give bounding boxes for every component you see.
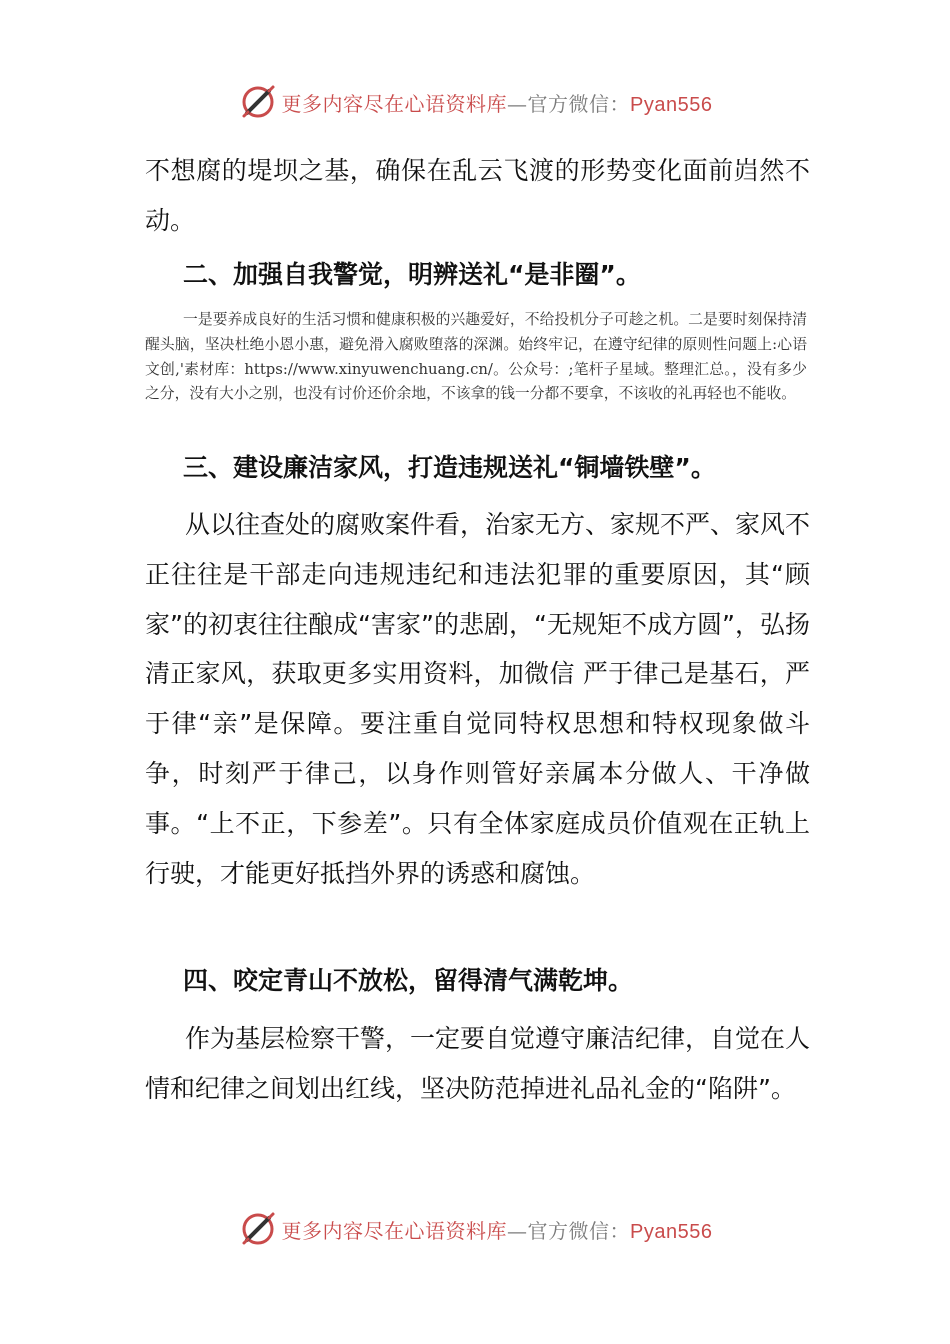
pen-circle-logo-icon bbox=[238, 1209, 278, 1249]
watermark-label: —官方微信： bbox=[507, 91, 631, 116]
header-watermark bbox=[0, 80, 950, 124]
watermark-wechat-id: Pyan556 bbox=[630, 93, 713, 116]
inserted-small-paragraph: 一是要养成良好的生活习惯和健康积极的兴趣爱好，不给投机分子可趁之机。二是要时刻保持清醒头脑，坚决杜绝小恩小惠，避免滑入腐败堕落的深渊。始终牢记，在遵守纪律的原则性问题上:心语文创,'素材库：https://www.xinyuwenchuang.cn/。公众号：;笔杆子星域。整理汇总。，没有多少之分，没有大小之别，也没有讨价还价余地，不该拿的钱一分都不要拿，不该收的礼再轻也不能收。 bbox=[145, 311, 807, 403]
watermark-text bbox=[282, 88, 713, 117]
footer-watermark bbox=[0, 1207, 950, 1251]
paragraph-conclusion: 作为基层检察干警，一定要自觉遵守廉洁纪律，自觉在人情和纪律之间划出红线，坚决防范掉进礼品礼金的“陷阱”。 bbox=[145, 1024, 811, 1103]
watermark-site: 更多内容尽在心语资料库 bbox=[281, 91, 508, 116]
watermark-label: —官方微信： bbox=[507, 1218, 631, 1243]
paragraph-continued: 不想腐的堤坝之基，确保在乱云飞渡的形势变化面前岿然不动。 bbox=[145, 156, 810, 235]
paragraph-family-style: 从以往查处的腐败案件看，治家无方、家规不严、家风不正往往是干部走向违规违纪和违法犯罪的重要原因，其“顾家”的初衷往往酿成“害家”的悲剧，“无规矩不成方圆”，弘扬清正家风，获取更多实用资料，加微信 严于律己是基石，严于律“亲”是保障。要注重自觉同特权思想和特权现象做斗争，时刻严于律己，以身作则管好亲属本分做人、干净做事。“上不正，下参差”。只有全体家庭成员价值观在正轨上行驶，才能更好抵挡外界的诱惑和腐蚀。 bbox=[145, 510, 811, 888]
section-heading-3: 三、建设廉洁家风，打造违规送礼“铜墙铁壁”。 bbox=[183, 453, 716, 482]
watermark-wechat-id: Pyan556 bbox=[630, 1220, 713, 1243]
watermark-text bbox=[282, 1215, 713, 1244]
watermark-site: 更多内容尽在心语资料库 bbox=[281, 1218, 508, 1243]
section-heading-4: 四、咬定青山不放松，留得清气满乾坤。 bbox=[183, 966, 634, 995]
pen-circle-logo-icon bbox=[238, 82, 278, 122]
section-heading-2: 二、加强自我警觉，明辨送礼“是非圈”。 bbox=[183, 260, 641, 289]
